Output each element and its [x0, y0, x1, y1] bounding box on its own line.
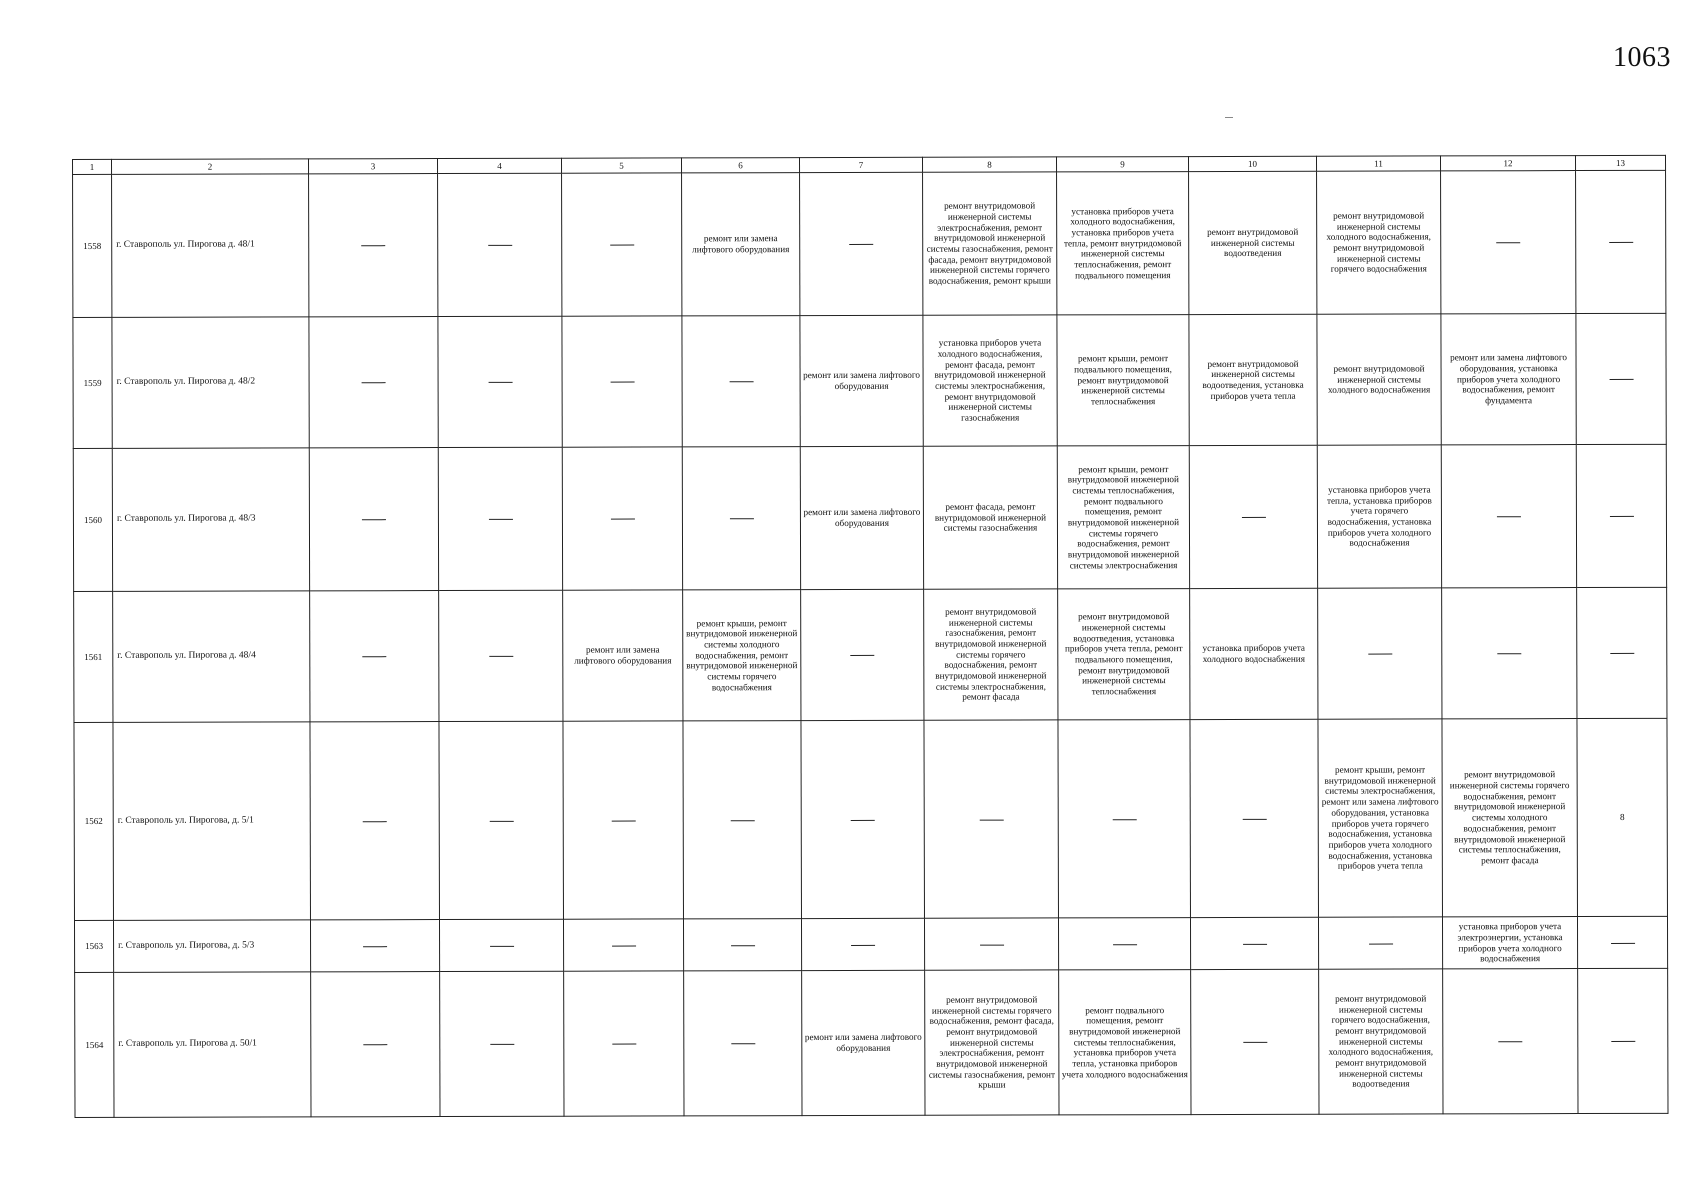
empty-cell-c3 — [309, 317, 438, 448]
empty-cell-c4 — [440, 971, 564, 1116]
work-cell-c8: ремонт внутридомовой инженерной системы электроснабжения, ремонт внутридомовой инженерной системы газоснабжения, ремонт фасада, ремонт внутридомовой инженерной системы горячего водоснабжения, ремонт крыши — [923, 172, 1057, 315]
table-row — [74, 718, 1668, 920]
dash-mark — [1243, 1042, 1267, 1043]
work-cell-c12: установка приборов учета электроэнергии, установка приборов учета холодного водоснабжения — [1442, 917, 1577, 969]
column-header: 7 — [799, 157, 922, 172]
work-cell-c10: ремонт внутридомовой инженерной системы водоотведения, установка приборов учета тепла — [1189, 314, 1317, 445]
dash-mark — [729, 381, 753, 382]
empty-cell-c10 — [1190, 917, 1318, 969]
work-cell-c8: ремонт внутридомовой инженерной системы газоснабжения, ремонт внутридомовой инженерной системы горячего водоснабжения, ремонт внутридомовой инженерной системы электроснабжения, ремонт фасада — [924, 589, 1058, 720]
empty-cell-c5 — [564, 971, 684, 1116]
column-header: 9 — [1056, 157, 1188, 172]
work-cell-c8: ремонт фасада, ремонт внутридомовой инженерной системы газоснабжения — [923, 446, 1057, 589]
table-row — [73, 170, 1666, 317]
empty-cell-c9 — [1058, 720, 1191, 918]
table-body — [73, 170, 1668, 1117]
dash-mark — [612, 1044, 636, 1045]
empty-cell-c5 — [562, 316, 682, 447]
empty-cell-c9 — [1058, 918, 1190, 970]
empty-cell-c4 — [439, 590, 563, 721]
row-number: 1560 — [73, 448, 112, 591]
dash-mark — [1610, 653, 1634, 654]
empty-cell-c10 — [1191, 969, 1319, 1114]
address-cell: г. Ставрополь ул. Пирогова, д. 5/1 — [113, 722, 311, 921]
work-cell-c9: ремонт подвального помещения, ремонт внутридомовой инженерной системы теплоснабжения, установка приборов учета тепла, установка приборов учета холодного водоснабжения — [1059, 970, 1191, 1115]
dash-mark — [731, 1043, 755, 1044]
empty-cell-c11 — [1318, 588, 1442, 719]
work-cell-c11: ремонт внутридомовой инженерной системы холодного водоснабжения, ремонт внутридомовой инженерной системы горячего водоснабжения — [1317, 171, 1441, 314]
empty-cell-c7 — [800, 172, 923, 315]
dash-mark — [1609, 516, 1633, 517]
dash-mark — [1369, 943, 1393, 944]
dash-mark — [1609, 242, 1633, 243]
address-cell: г. Ставрополь ул. Пирогова, д. 5/3 — [113, 920, 310, 973]
empty-cell-c4 — [439, 919, 563, 971]
empty-cell-c5 — [562, 173, 682, 316]
empty-cell-c3 — [309, 174, 438, 317]
row-number: 1559 — [73, 317, 112, 448]
address-cell: г. Ставрополь ул. Пирогова д. 48/4 — [113, 591, 310, 723]
empty-cell-c12 — [1442, 588, 1577, 719]
dash-mark — [363, 946, 387, 947]
work-cell-c6: ремонт или замена лифтового оборудования — [682, 173, 800, 316]
empty-cell-c3 — [310, 722, 440, 920]
dash-mark — [612, 945, 636, 946]
work-cell-c7: ремонт или замена лифтового оборудования — [800, 315, 923, 446]
empty-cell-c3 — [310, 920, 439, 972]
empty-cell-c13 — [1576, 313, 1666, 444]
dash-mark — [1241, 517, 1265, 518]
empty-cell-c6 — [684, 971, 802, 1116]
table-row — [75, 968, 1668, 1117]
row-number: 1564 — [75, 972, 114, 1117]
address-cell: г. Ставрополь ул. Пирогова д. 48/3 — [112, 448, 309, 592]
empty-cell-c13 — [1577, 916, 1667, 968]
column-header: 5 — [561, 158, 681, 173]
empty-cell-c4 — [438, 316, 562, 447]
dash-mark — [489, 820, 513, 821]
empty-cell-c7 — [801, 720, 925, 918]
empty-cell-c4 — [438, 173, 562, 316]
dash-mark — [729, 518, 753, 519]
dash-mark — [362, 519, 386, 520]
dash-mark — [488, 519, 512, 520]
column-header: 8 — [922, 157, 1056, 172]
dash-mark — [362, 656, 386, 657]
work-cell-c11: установка приборов учета тепла, установка приборов учета горячего водоснабжения, установка приборов учета холодного водоснабжения — [1317, 445, 1441, 588]
column-header: 3 — [309, 159, 438, 174]
work-cell-c13: 8 — [1577, 718, 1668, 916]
empty-cell-c12 — [1441, 445, 1576, 588]
address-cell: г. Ставрополь ул. Пирогова д. 48/1 — [112, 174, 309, 318]
empty-cell-c7 — [801, 918, 924, 970]
dash-mark — [851, 944, 875, 945]
empty-cell-c6 — [682, 316, 800, 447]
empty-cell-c11 — [1318, 917, 1442, 969]
dash-mark — [1611, 1041, 1635, 1042]
dash-mark — [731, 945, 755, 946]
dash-mark — [610, 382, 634, 383]
empty-cell-c8 — [924, 918, 1058, 970]
table-row — [73, 444, 1666, 591]
column-header: 6 — [681, 158, 799, 173]
dash-mark — [489, 656, 513, 657]
empty-cell-c10 — [1190, 719, 1319, 917]
work-cell-c10: установка приборов учета холодного водоснабжения — [1190, 588, 1318, 719]
row-number: 1558 — [73, 174, 112, 317]
dash-mark — [362, 382, 386, 383]
work-cell-c9: установка приборов учета холодного водоснабжения, установка приборов учета тепла, ремонт внутридомовой инженерной системы теплоснабжения, ремонт подвального помещения — [1057, 172, 1189, 315]
dash-mark — [1112, 819, 1136, 820]
dash-mark — [1609, 379, 1633, 380]
dash-mark — [1496, 242, 1520, 243]
work-cell-c12: ремонт внутридомовой инженерной системы горячего водоснабжения, ремонт внутридомовой инженерной системы холодного водоснабжения, ремонт внутридомовой инженерной системы теплоснабжения, ремонт фасада — [1442, 719, 1578, 917]
work-cell-c11: ремонт внутридомовой инженерной системы горячего водоснабжения, ремонт внутридомовой инженерной системы холодного водоснабжения, ремонт внутридомовой инженерной системы водоотведения — [1319, 969, 1443, 1114]
dash-mark — [1368, 654, 1392, 655]
dash-mark — [1242, 818, 1266, 819]
empty-cell-c4 — [438, 447, 562, 590]
column-header: 13 — [1575, 155, 1665, 170]
dash-mark — [1498, 1041, 1522, 1042]
dash-mark — [1113, 944, 1137, 945]
column-header: 11 — [1316, 156, 1440, 171]
dash-mark — [980, 944, 1004, 945]
empty-cell-c6 — [683, 721, 802, 919]
dash-mark — [363, 821, 387, 822]
empty-cell-c13 — [1576, 170, 1666, 313]
work-cell-c8: установка приборов учета холодного водоснабжения, ремонт фасада, ремонт внутридомовой инженерной системы электроснабжения, ремонт внутридомовой инженерной системы газоснабжения — [923, 315, 1057, 446]
dash-mark — [1611, 942, 1635, 943]
work-cell-c9: ремонт крыши, ремонт подвального помещения, ремонт внутридомовой инженерной системы теплоснабжения — [1057, 315, 1189, 446]
dash-mark — [488, 245, 512, 246]
empty-cell-c10 — [1189, 445, 1317, 588]
work-cell-c7: ремонт или замена лифтового оборудования — [800, 446, 923, 589]
empty-cell-c13 — [1577, 587, 1667, 718]
dash-mark — [851, 819, 875, 820]
dash-mark — [849, 244, 873, 245]
column-header: 1 — [73, 159, 112, 174]
dash-mark — [1497, 516, 1521, 517]
work-cell-c7: ремонт или замена лифтового оборудования — [802, 970, 925, 1115]
work-cell-c9: ремонт крыши, ремонт внутридомовой инженерной системы теплоснабжения, ремонт подвального помещения, ремонт внутридомовой инженерной системы горячего водоснабжения, ремонт внутридомовой инженерной системы электроснабжения — [1057, 446, 1189, 589]
dash-mark — [490, 1044, 514, 1045]
address-cell: г. Ставрополь ул. Пирогова д. 48/2 — [112, 317, 309, 449]
address-cell: г. Ставрополь ул. Пирогова д. 50/1 — [114, 972, 311, 1118]
work-cell-c12: ремонт или замена лифтового оборудования, установка приборов учета холодного водоснабжения, ремонт фундамента — [1441, 314, 1576, 445]
empty-cell-c12 — [1441, 171, 1576, 314]
work-cell-c10: ремонт внутридомовой инженерной системы водоотведения — [1189, 171, 1317, 314]
work-cell-c11: ремонт крыши, ремонт внутридомовой инженерной системы электроснабжения, ремонт или замена лифтового оборудования, установка приборов учета горячего водоснабжения, установка приборов учета холодного водоснабжения, установка приборов учета тепла — [1318, 719, 1443, 917]
dash-mark — [979, 819, 1003, 820]
empty-cell-c13 — [1578, 968, 1668, 1113]
column-header: 12 — [1440, 156, 1575, 171]
dash-mark — [730, 820, 754, 821]
empty-cell-c5 — [563, 721, 684, 919]
dash-mark — [361, 245, 385, 246]
dash-mark — [1497, 653, 1521, 654]
empty-cell-c5 — [563, 919, 683, 971]
empty-cell-c4 — [439, 721, 564, 919]
row-number: 1561 — [74, 591, 113, 722]
dash-mark — [363, 1044, 387, 1045]
empty-cell-c6 — [682, 447, 800, 590]
register-table-wrapper — [72, 155, 1668, 1118]
empty-cell-c5 — [562, 447, 682, 590]
dash-mark — [610, 519, 634, 520]
register-table — [72, 155, 1669, 1118]
work-cell-c8: ремонт внутридомовой инженерной системы горячего водоснабжения, ремонт фасада, ремонт внутридомовой инженерной системы электроснабжения, ремонт внутридомовой инженерной системы газоснабжения, ремонт крыши — [925, 970, 1059, 1115]
dash-mark — [850, 655, 874, 656]
row-number: 1563 — [74, 920, 113, 972]
empty-cell-c12 — [1443, 969, 1578, 1114]
work-cell-c11: ремонт внутридомовой инженерной системы холодного водоснабжения — [1317, 314, 1441, 445]
column-header: 2 — [112, 159, 309, 175]
row-number: 1562 — [74, 722, 114, 920]
scan-artifact — [1225, 117, 1233, 118]
work-cell-c9: ремонт внутридомовой инженерной системы водоотведения, установка приборов учета тепла, ремонт подвального помещения, ремонт внутридомовой инженерной системы теплоснабжения — [1058, 589, 1190, 720]
empty-cell-c8 — [924, 720, 1059, 918]
dash-mark — [488, 382, 512, 383]
dash-mark — [1243, 943, 1267, 944]
table-row — [73, 313, 1666, 448]
dash-mark — [490, 945, 514, 946]
empty-cell-c13 — [1576, 444, 1666, 587]
page-number: 1063 — [1613, 42, 1671, 73]
empty-cell-c3 — [311, 972, 440, 1117]
dash-mark — [611, 820, 635, 821]
table-row — [74, 916, 1667, 972]
empty-cell-c3 — [310, 591, 439, 722]
empty-cell-c7 — [801, 589, 924, 720]
dash-mark — [610, 245, 634, 246]
column-header: 10 — [1188, 156, 1316, 171]
empty-cell-c6 — [683, 919, 801, 971]
empty-cell-c3 — [309, 448, 438, 591]
work-cell-c5: ремонт или замена лифтового оборудования — [563, 590, 683, 721]
work-cell-c6: ремонт крыши, ремонт внутридомовой инженерной системы холодного водоснабжения, ремонт внутридомовой инженерной системы горячего водоснабжения — [683, 590, 801, 721]
table-row — [74, 587, 1667, 722]
column-header: 4 — [438, 158, 562, 173]
